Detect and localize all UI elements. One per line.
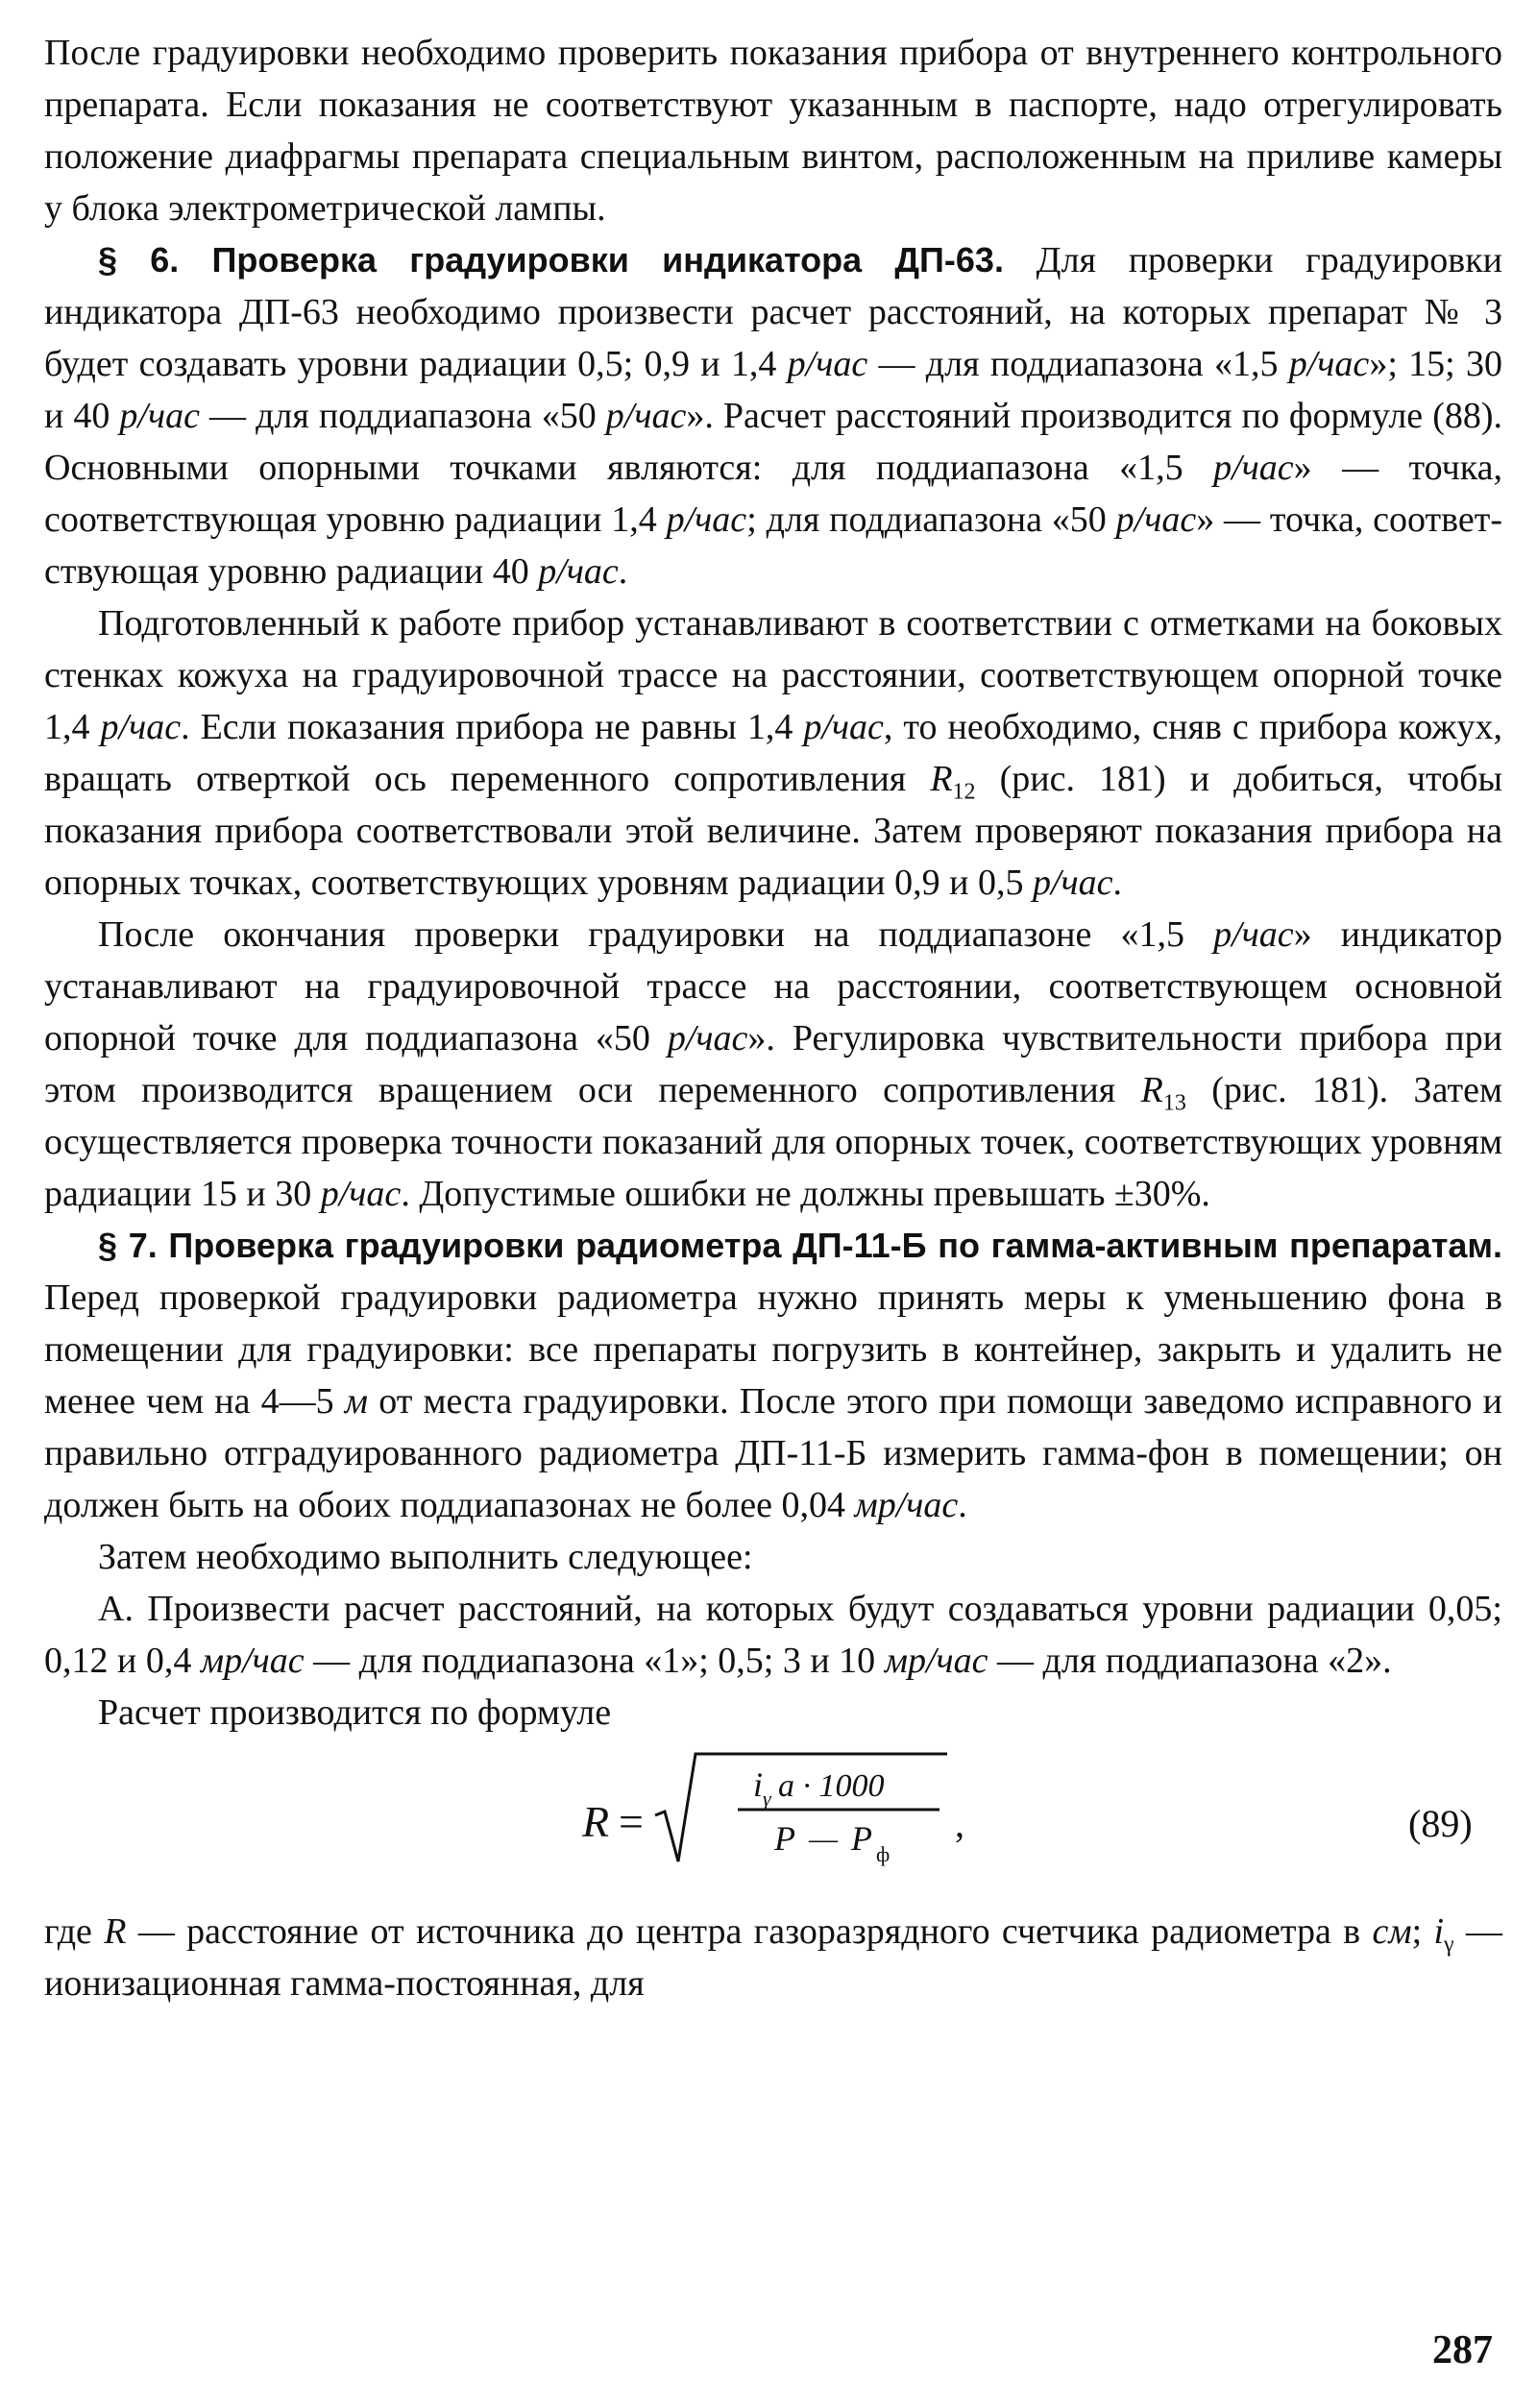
- formula-equals: =: [619, 1797, 644, 1846]
- paragraph-p1: [44, 27, 1502, 234]
- text-run: — для поддиапазона «50: [199, 396, 606, 436]
- italic-term: р/час: [1213, 914, 1294, 955]
- text-run: » индикатор устанавливают на градуировочной трассе на расстоянии, соответствующем основной опорной точке для поддиапазона «50: [44, 914, 1503, 1058]
- subscript: 12: [952, 779, 976, 805]
- italic-term: R: [930, 759, 953, 799]
- text-body-after-formula: [44, 1906, 1502, 2009]
- italic-term: р/час: [787, 344, 868, 384]
- subscript: 13: [1162, 1090, 1186, 1116]
- italic-term: мр/час: [200, 1641, 305, 1681]
- italic-term: i: [1433, 1911, 1445, 1952]
- section-heading: § 7. Проверка градуировки радиометра ДП-11-Б по гамма-активным препаратам.: [98, 1226, 1502, 1265]
- text-run: Подготовленный к работе прибор устанавливают в соответствии с отметками на боковых стенках кожуха на градуировочной трассе на расстоянии, соответствующем опорной точке 1,4: [44, 603, 1502, 747]
- italic-term: р/час: [1213, 448, 1294, 488]
- text-run: .: [618, 551, 628, 592]
- italic-term: мр/час: [854, 1485, 959, 1525]
- italic-term: р/час: [1115, 499, 1197, 540]
- formula-89: [44, 1748, 1502, 1892]
- italic-term: р/час: [320, 1174, 402, 1214]
- italic-term: мр/час: [884, 1641, 988, 1681]
- text-run: После окончания проверки градуировки на поддиапазоне «1,5: [98, 914, 1214, 955]
- text-run: Для проверки градуировки индикатора ДП-63 необходимо произвести расчет расстояний, на которых препарат № 3 будет создавать уровни радиации 0,5; 0,9 и 1,4: [44, 240, 1503, 384]
- italic-term: р/час: [538, 551, 619, 592]
- text-run: ». Регулировка чувствительности прибора при этом производится вращением оси переменного сопротивления: [44, 1018, 1502, 1110]
- italic-term: R: [104, 1911, 127, 1952]
- text-run: . Допустимые ошибки не должны превышать ±30%.: [401, 1174, 1210, 1214]
- text-run: , то необходимо, сняв с прибора кожух, вращать отверткой ось переменного сопротивления: [44, 707, 1503, 799]
- italic-term: R: [1140, 1070, 1163, 1110]
- formula-denominator-pf: P: [851, 1819, 872, 1858]
- formula-number: (89): [1408, 1802, 1473, 1845]
- formula-numerator-i-subscript: γ: [763, 1787, 771, 1811]
- page-number: 287: [1432, 2328, 1493, 2372]
- formula-graphic: [44, 1748, 1502, 1892]
- text-run: где: [44, 1911, 105, 1952]
- paragraph-p8: [44, 1687, 1502, 1739]
- paragraph-p6: [44, 1531, 1502, 1583]
- text-run: от места градуировки. После этого при помощи заведомо исправного и правильно отградуированного радиометра ДП-11-Б измерить гамма-фон в помещении; он должен быть на обоих поддиапазонах не более 0,04: [44, 1381, 1502, 1525]
- text-run: ». Расчет расстояний производится по формуле (88). Основными опорными точками являются: для поддиапазона «1,5: [44, 396, 1502, 488]
- formula-comma: ,: [955, 1802, 964, 1845]
- italic-term: р/час: [667, 1018, 748, 1058]
- text-run: Перед проверкой градуировки радиометра нужно принять меры к уменьшению фона в помещении для градуировки: все препараты погрузить в контейнер, закрыть и удалить не менее чем на 4—5: [44, 1277, 1502, 1422]
- italic-term: р/час: [1032, 863, 1113, 903]
- text-run: После градуировки необходимо проверить показания прибора от внутреннего контрольного препарата. Если показания не соответствуют указанным в паспорте, надо отрегулировать положение диафрагмы препарата специальным винтом, расположенным на приливе камеры у блока электрометрической лампы.: [44, 33, 1502, 229]
- formula-numerator-rest: a · 1000: [778, 1768, 885, 1804]
- italic-term: р/час: [100, 707, 182, 747]
- page-content: [44, 27, 1502, 2009]
- text-run: Расчет производится по формуле: [98, 1692, 612, 1733]
- paragraph-p9: [44, 1906, 1502, 2009]
- paragraph-p3: [44, 597, 1502, 909]
- formula-denominator-pf-subscript: ф: [876, 1842, 890, 1866]
- text-run: (рис. 181) и добиться, чтобы показания прибора соответствовали этой величине. Затем проверяют показания прибора на опорных точках, соответствующих уровням радиации 0,9 и 0,5: [44, 759, 1502, 903]
- formula-denominator-minus: —: [809, 1823, 838, 1855]
- text-run: — для поддиапазона «1»; 0,5; 3 и 10: [304, 1641, 885, 1681]
- paragraph-p2: [44, 234, 1502, 597]
- text-run: » — точка, соответствующая уровню радиации 1,4: [44, 448, 1502, 540]
- text-body: [44, 27, 1502, 1739]
- italic-term: р/час: [119, 396, 200, 436]
- italic-term: р/час: [605, 396, 687, 436]
- text-run: Затем необходимо выполнить следующее:: [98, 1537, 753, 1577]
- text-run: — расстояние от источника до центра газоразрядного счетчика радиометра в: [126, 1911, 1373, 1952]
- text-run: »; 15; 30 и 40: [44, 344, 1503, 436]
- italic-term: р/час: [666, 499, 747, 540]
- italic-term: м: [344, 1381, 369, 1422]
- subscript: γ: [1444, 1932, 1454, 1958]
- text-run: А. Произвести расчет расстояний, на которых будут создаваться уровни радиации 0,05; 0,12 и 0,4: [44, 1589, 1502, 1681]
- paragraph-p5: [44, 1220, 1502, 1531]
- formula-lhs: R: [582, 1797, 610, 1846]
- text-run: .: [1112, 863, 1123, 903]
- text-run: . Если показания прибора не равны 1,4: [181, 707, 804, 747]
- text-run: ; для поддиапазона «50: [746, 499, 1116, 540]
- formula-numerator-i: i: [753, 1765, 764, 1804]
- text-run: ;: [1411, 1911, 1434, 1952]
- paragraph-p7: [44, 1583, 1502, 1687]
- paragraph-p4: [44, 909, 1502, 1220]
- text-run: — для поддиапазона «1,5: [867, 344, 1289, 384]
- section-heading: § 6. Проверка градуировки индикатора ДП-63.: [98, 240, 1004, 280]
- text-run: — ионизационная гамма-постоянная, для: [44, 1911, 1503, 2004]
- italic-term: р/час: [1288, 344, 1370, 384]
- italic-term: см: [1372, 1911, 1412, 1952]
- text-run: .: [958, 1485, 967, 1525]
- text-run: (рис. 181). Затем осуществляется проверка точности показаний для опорных точек, соответствующих уровням радиации 15 и 30: [44, 1070, 1502, 1214]
- text-run: » — точка, соответствующая уровню радиации 40: [44, 499, 1502, 592]
- formula-denominator-p: P: [774, 1819, 795, 1858]
- text-run: — для поддиапазона «2».: [988, 1641, 1392, 1681]
- italic-term: р/час: [803, 707, 884, 747]
